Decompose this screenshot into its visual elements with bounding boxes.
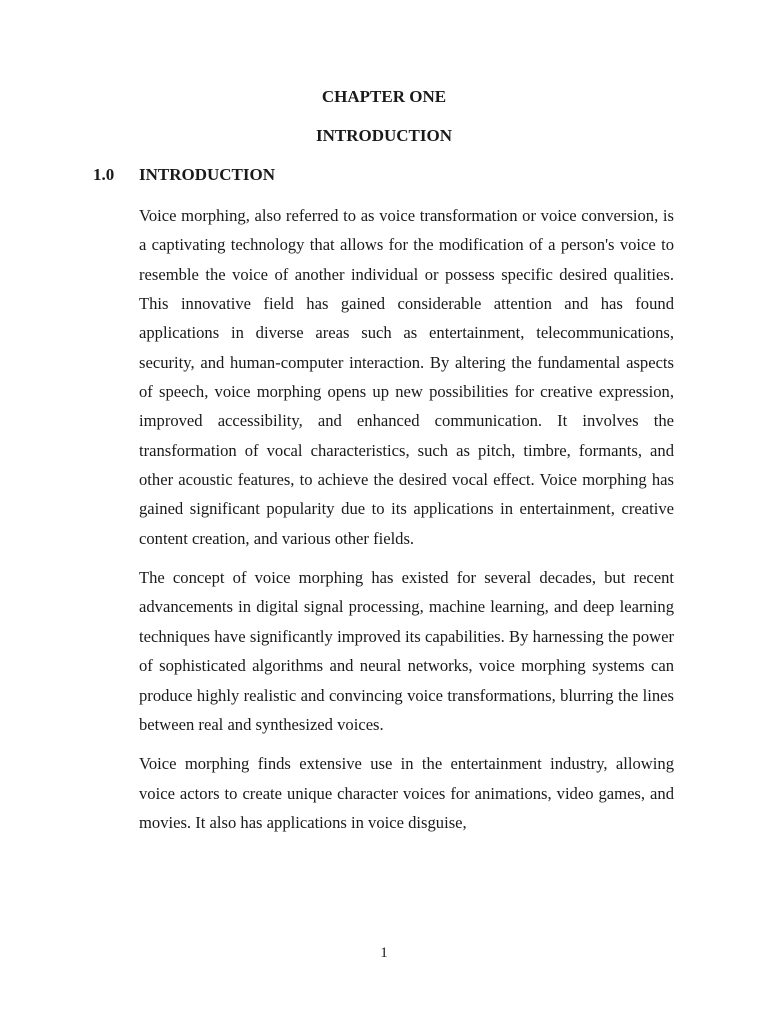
section-title: INTRODUCTION <box>139 165 276 184</box>
section-heading <box>93 164 275 186</box>
section-number: 1.0 <box>93 165 115 184</box>
body-text <box>139 201 674 847</box>
chapter-title: CHAPTER ONE <box>321 87 447 106</box>
paragraph-3: Voice morphing finds extensive use in the entertainment industry, allowing voice actors to create unique character voices for animations, video games, and movies. It also has applications in voice disguise, <box>139 754 674 832</box>
intro-title: INTRODUCTION <box>315 126 453 145</box>
paragraph-1: Voice morphing, also referred to as voice transformation or voice conversion, is a captivating technology that allows for the modification of a person's voice to resemble the voice of another individual or possess specific desired qualities. This innovative field has gained considerable attention and has found applications in diverse areas such as entertainment, telecommunications, security, and human-computer interaction. By altering the fundamental aspects of speech, voice morphing opens up new possibilities for creative expression, improved accessibility, and enhanced communication. It involves the transformation of vocal characteristics, such as pitch, timbre, formants, and other acoustic features, to achieve the desired vocal effect. Voice morphing has gained significant popularity due to its applications in entertainment, creative content creation, and various other fields. <box>139 206 674 548</box>
page-number: 1 <box>380 945 388 961</box>
paragraph-2: The concept of voice morphing has existed for several decades, but recent advancements in digital signal processing, machine learning, and deep learning techniques have significantly improved its capabilities. By harnessing the power of sophisticated algorithms and neural networks, voice morphing systems can produce highly realistic and convincing voice transformations, blurring the lines between real and synthesized voices. <box>139 568 674 734</box>
